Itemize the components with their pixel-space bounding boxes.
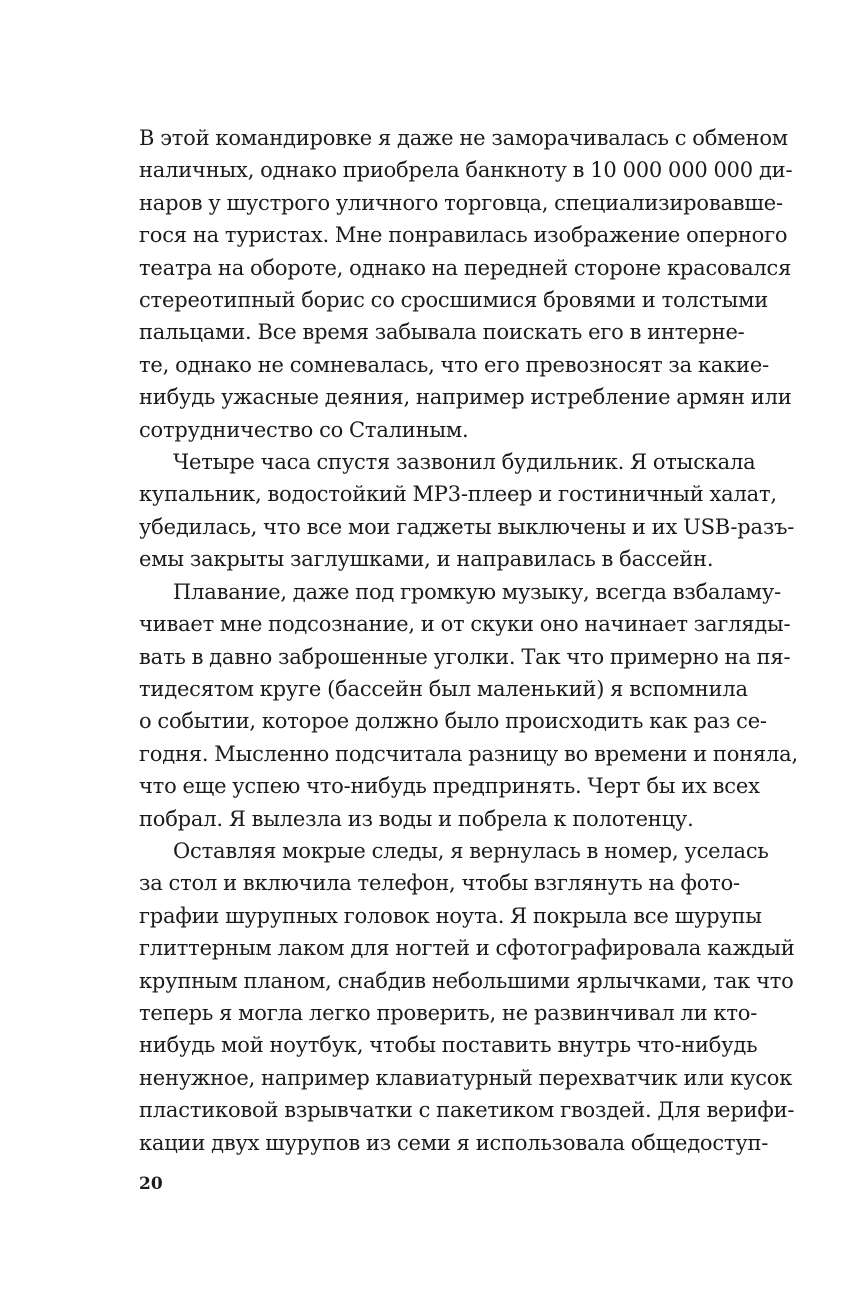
text-line: за стол и включила телефон, чтобы взглянуть на фото- — [139, 871, 740, 896]
text-line: что еще успею что-нибудь предпринять. Черт бы их всех — [139, 774, 760, 799]
text-line: купальник, водостойкий MP3-плеер и гостиничный халат, — [139, 482, 777, 507]
text-line: гося на туристах. Мне понравилась изображение оперного — [139, 223, 788, 248]
text-line: вать в давно заброшенные уголки. Так что примерно на пя- — [139, 644, 791, 669]
text-line: емы закрыты заглушками, и направилась в бассейн. — [139, 547, 714, 572]
text-line: наличных, однако приобрела банкноту в 10 000 000 000 ди- — [139, 158, 793, 183]
text-line: теперь я могла легко проверить, не развинчивал ли кто- — [139, 1000, 758, 1025]
text-line: кации двух шурупов из семи я использовала общедоступ- — [139, 1130, 769, 1155]
text-line: годня. Мысленно подсчитала разницу во времени и поняла, — [139, 741, 798, 766]
text-line: нибудь мой ноутбук, чтобы поставить внутрь что-нибудь — [139, 1033, 758, 1058]
body-text — [139, 122, 798, 1159]
text-line: графии шурупных головок ноута. Я покрыла все шурупы — [139, 903, 762, 928]
text-line: сотрудничество со Сталиным. — [139, 417, 469, 442]
text-line: глиттерным лаком для ногтей и сфотографировала каждый — [139, 936, 795, 961]
paragraph-2 — [139, 446, 795, 576]
text-line: В этой командировке я даже не заморачивалась с обменом — [139, 126, 788, 150]
text-line: пальцами. Все время забывала поискать его в интерне- — [139, 320, 745, 345]
text-line: театра на обороте, однако на передней стороне красовался — [139, 255, 792, 280]
text-line: наров у шустрого уличного торговца, специализировавше- — [139, 190, 783, 215]
text-line: стереотипный борис со сросшимися бровями и толстыми — [139, 288, 769, 313]
text-line: нибудь ужасные деяния, например истребление армян или — [139, 385, 792, 410]
text-line: Оставляя мокрые следы, я вернулась в номер, уселась — [173, 838, 769, 863]
page-number: 20 — [139, 1174, 163, 1194]
text-line: тидесятом круге (бассейн был маленький) я вспомнила — [139, 676, 748, 701]
text-line: убедилась, что все мои гаджеты выключены и их USB-разъ- — [139, 514, 795, 539]
text-line: Плавание, даже под громкую музыку, всегда взбаламу- — [173, 579, 781, 604]
text-line: о событии, которое должно было происходить как раз се- — [139, 709, 767, 734]
paragraph-3 — [139, 576, 798, 835]
book-page — [139, 122, 798, 1159]
paragraph-1 — [139, 122, 793, 446]
text-line: побрал. Я вылезла из воды и побрела к полотенцу. — [139, 806, 694, 831]
text-line: крупным планом, снабдив небольшими ярлычками, так что — [139, 968, 794, 993]
text-line: те, однако не сомневалась, что его превозносят за какие- — [139, 352, 769, 377]
paragraph-4 — [139, 835, 795, 1159]
text-line: пластиковой взрывчатки с пакетиком гвоздей. Для верифи- — [139, 1098, 795, 1123]
text-line: чивает мне подсознание, и от скуки оно начинает загляды- — [139, 612, 791, 637]
text-line: ненужное, например клавиатурный перехватчик или кусок — [139, 1065, 793, 1090]
text-line: Четыре часа спустя зазвонил будильник. Я отыскала — [173, 450, 756, 475]
